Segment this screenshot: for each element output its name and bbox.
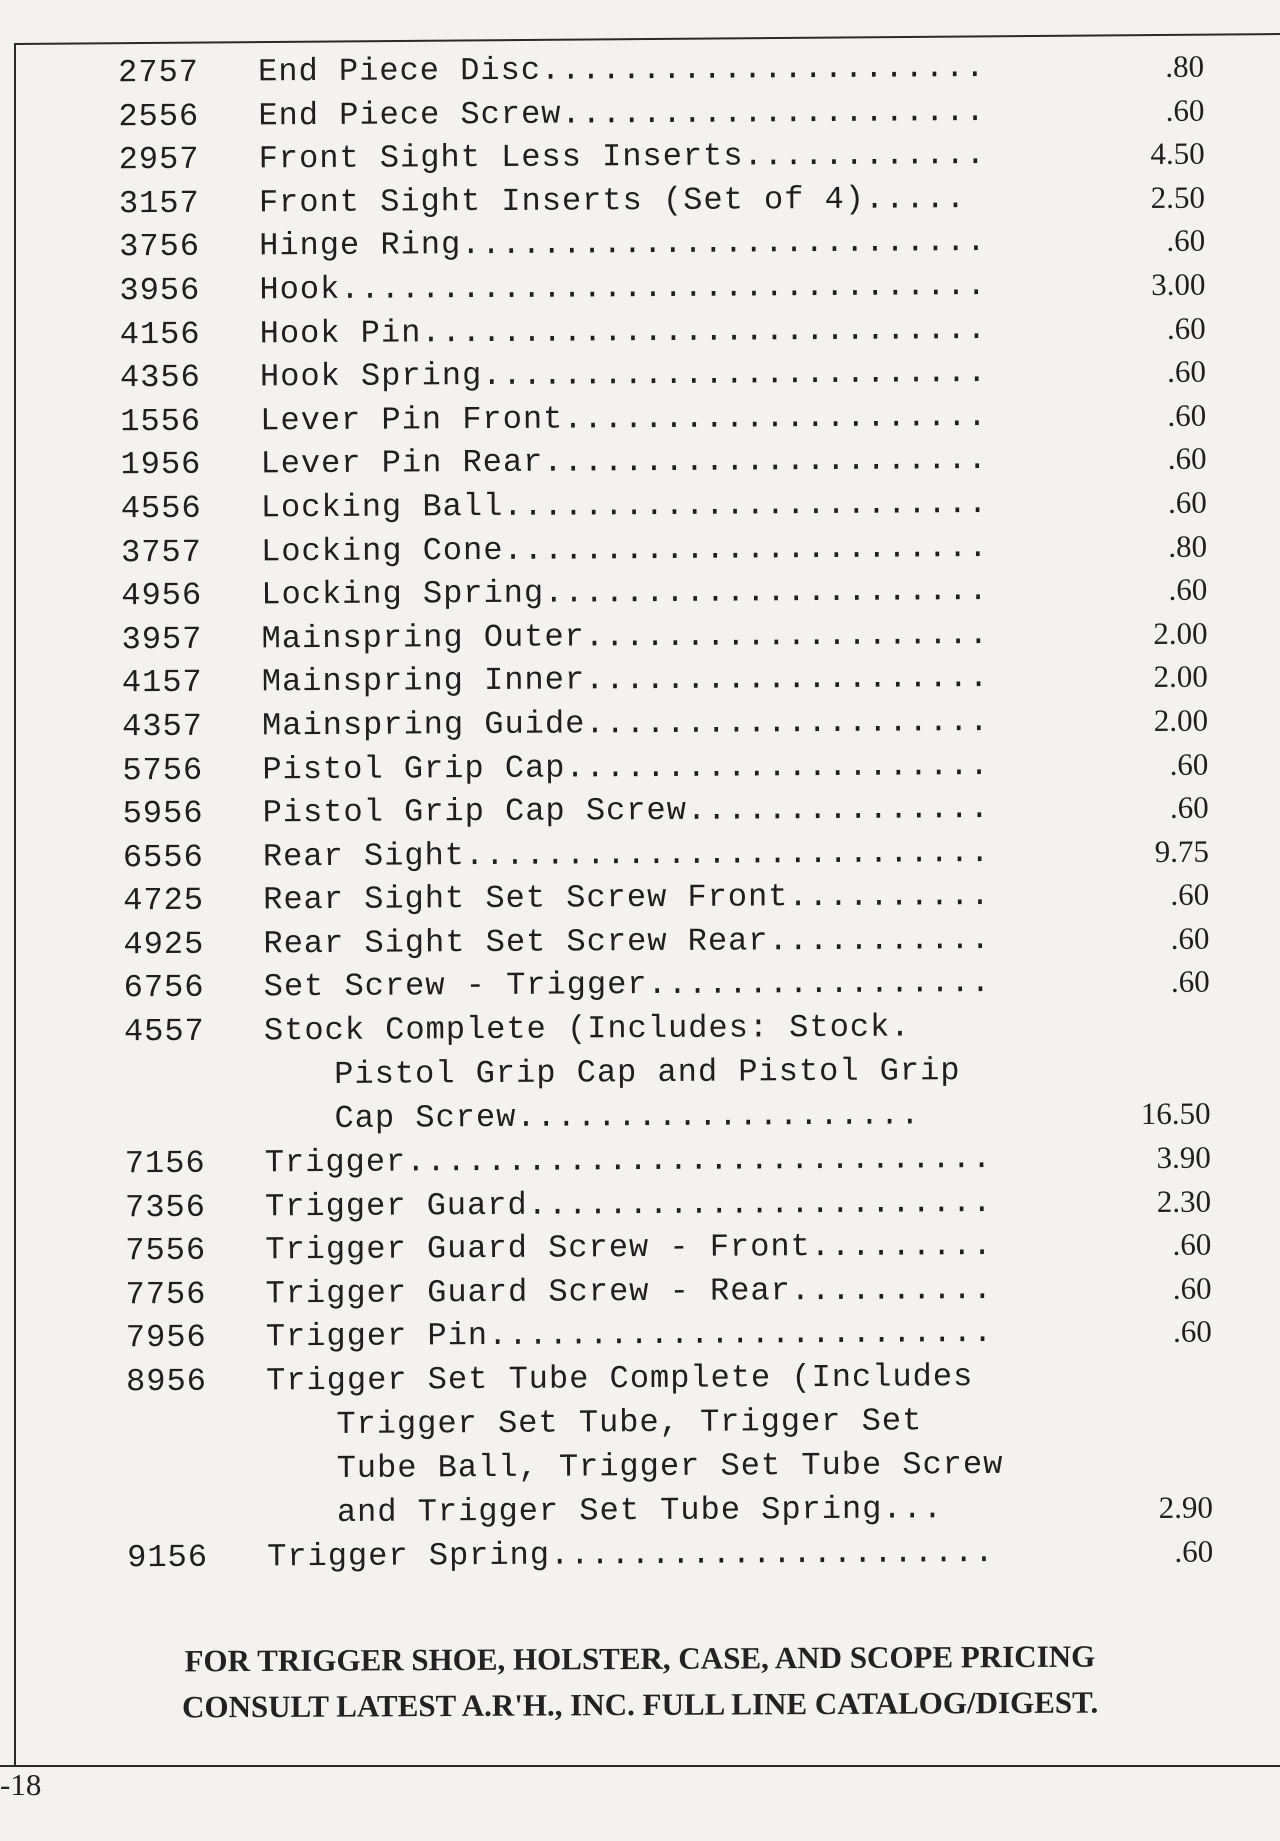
part-description-text: Stock Complete (Includes: Stock. — [263, 1008, 911, 1050]
parts-list-row — [5, 785, 1280, 836]
part-description-line — [264, 1091, 1280, 1141]
parts-list-row — [4, 654, 1280, 705]
part-description — [266, 1311, 1066, 1359]
leader-dots: ......................... — [482, 354, 988, 395]
part-description — [260, 307, 1060, 355]
part-price: 16.50 — [1140, 1095, 1211, 1132]
part-description-text: Trigger Spring — [267, 1536, 551, 1576]
leader-dots: ...................... — [543, 441, 988, 482]
part-description — [262, 699, 1062, 747]
part-price: 2.30 — [1156, 1183, 1212, 1219]
parts-list-row — [6, 960, 1280, 1011]
part-number: 7956 — [125, 1319, 207, 1357]
part-number: 4157 — [121, 664, 203, 702]
part-number: 1556 — [120, 402, 202, 441]
part-number: 5756 — [122, 751, 204, 789]
leader-dots: ..................... — [565, 746, 990, 787]
part-price: 2.00 — [1153, 702, 1209, 738]
part-price: .60 — [1170, 964, 1210, 1000]
part-price: .60 — [1170, 920, 1210, 956]
parts-price-list — [0, 44, 1280, 1580]
part-description — [258, 46, 1058, 94]
frame-bottom-rule — [0, 1765, 1280, 1767]
part-description — [263, 917, 1063, 965]
part-description-line — [267, 1485, 1280, 1535]
part-description-text: Mainspring Outer — [261, 618, 585, 658]
leader-dots: ...................... — [540, 48, 986, 89]
part-description — [265, 1224, 1065, 1272]
leader-dots: ................................ — [340, 266, 987, 308]
leader-dots: ............................ — [421, 310, 988, 351]
leader-dots: ...................... — [549, 1533, 995, 1574]
part-number: 7556 — [125, 1232, 207, 1270]
part-description — [265, 1267, 1065, 1315]
leader-dots: ....................... — [527, 1183, 993, 1224]
part-price: .60 — [1172, 1270, 1212, 1306]
leader-dots: ........................ — [503, 528, 989, 569]
part-price: .60 — [1170, 876, 1210, 913]
part-description — [267, 1531, 1067, 1579]
parts-list-row — [6, 1003, 1280, 1143]
part-description-text: Front Sight Less Inserts — [258, 137, 744, 178]
parts-list-row — [2, 306, 1280, 357]
part-number: 2757 — [118, 53, 200, 92]
leader-dots: ... — [882, 1490, 944, 1528]
part-number: 2556 — [118, 97, 200, 135]
part-number: 3957 — [121, 620, 203, 658]
parts-list-row — [2, 393, 1280, 444]
footer-note-line-1: FOR TRIGGER SHOE, HOLSTER, CASE, AND SCOPE PRICING — [184, 1638, 1096, 1679]
part-number: 3756 — [119, 228, 201, 266]
part-description-text: Hook Pin — [259, 313, 422, 352]
part-description-text: Set Screw - Trigger — [263, 966, 648, 1006]
part-description — [262, 656, 1062, 704]
part-description-text: Trigger Set Tube, Trigger Set — [336, 1402, 923, 1444]
footer-note — [0, 1633, 1280, 1732]
part-description-multiline — [264, 1003, 1280, 1141]
part-price: .80 — [1165, 48, 1205, 84]
leader-dots: .................... — [516, 1096, 921, 1136]
part-description-text: Hinge Ring — [259, 226, 462, 265]
frame-top-rule — [14, 33, 1280, 45]
part-description — [261, 612, 1061, 660]
parts-list-row — [9, 1529, 1280, 1580]
part-number: 1956 — [120, 446, 202, 484]
part-description-text: Locking Cone — [260, 531, 504, 570]
part-description-text: Front Sight Inserts (Set of 4) — [258, 180, 866, 222]
parts-list-row — [0, 44, 1280, 95]
parts-list-row — [5, 916, 1280, 967]
leader-dots: .......... — [788, 877, 991, 916]
part-description-text: Locking Ball — [260, 487, 504, 527]
part-number: 4557 — [123, 1012, 205, 1051]
part-number: 2957 — [118, 140, 200, 179]
leader-dots: ........... — [768, 920, 991, 960]
part-price: 2.00 — [1153, 615, 1208, 651]
part-number: 6756 — [123, 969, 205, 1007]
part-price: 3.00 — [1151, 266, 1206, 302]
part-description — [260, 438, 1060, 486]
part-price: .60 — [1169, 789, 1209, 825]
leader-dots: .................... — [584, 615, 990, 656]
part-number: 4357 — [122, 707, 204, 746]
part-price: .60 — [1166, 223, 1206, 259]
part-description-text: Lever Pin Front — [260, 400, 564, 440]
page-number: -18 — [0, 1767, 42, 1802]
parts-list-row — [7, 1266, 1280, 1317]
parts-list-row — [8, 1353, 1280, 1537]
part-price: .60 — [1167, 397, 1207, 433]
part-description-line — [266, 1353, 1280, 1403]
part-description-text: and Trigger Set Tube Spring — [336, 1490, 883, 1531]
part-description — [261, 481, 1061, 529]
part-number: 4925 — [123, 925, 205, 964]
leader-dots: ......................... — [487, 1314, 994, 1355]
leader-dots: ..... — [864, 179, 967, 218]
part-price: 2.90 — [1158, 1489, 1214, 1525]
part-number: 7356 — [124, 1188, 206, 1226]
parts-list-row — [1, 262, 1280, 313]
part-number: 4556 — [120, 489, 202, 528]
part-description-text: Rear Sight — [262, 836, 466, 876]
part-description-line — [264, 1003, 1280, 1053]
parts-list-row — [3, 524, 1280, 575]
part-number: 3956 — [119, 271, 201, 310]
part-description — [264, 961, 1064, 1009]
part-description — [261, 569, 1061, 617]
part-number: 8956 — [126, 1362, 208, 1401]
part-number: 4956 — [121, 576, 203, 615]
part-price: .60 — [1167, 484, 1207, 520]
part-description-text: Mainspring Inner — [261, 661, 586, 701]
part-number: 6556 — [122, 838, 204, 876]
footer-note-line-2: CONSULT LATEST A.R'H., INC. FULL LINE CATALOG/DIGEST. — [181, 1684, 1099, 1725]
leader-dots: ............... — [686, 790, 991, 829]
part-price: .60 — [1172, 1314, 1212, 1350]
part-description-text: Locking Spring — [261, 574, 545, 614]
part-description-text: Trigger Pin — [265, 1317, 489, 1356]
part-description — [263, 874, 1063, 922]
part-description — [259, 133, 1059, 181]
part-price: .60 — [1165, 92, 1205, 128]
part-price: .60 — [1167, 353, 1207, 390]
part-price: .60 — [1168, 571, 1208, 607]
part-price: .60 — [1169, 746, 1209, 782]
part-description-text: Rear Sight Set Screw Front — [263, 878, 789, 919]
part-number: 7156 — [124, 1144, 206, 1183]
part-description-text: Trigger Guard Screw - Front — [265, 1228, 811, 1269]
part-description — [262, 743, 1062, 791]
part-description-text: Trigger Set Tube Complete (Includes — [266, 1358, 974, 1400]
part-number: 5956 — [122, 794, 204, 833]
part-description-text: Mainspring Guide — [262, 705, 586, 745]
leader-dots: ........................ — [503, 484, 989, 525]
part-description-text: Trigger — [264, 1143, 407, 1182]
leader-dots: ............................. — [406, 1140, 993, 1181]
part-description-text: End Piece Disc — [258, 51, 542, 91]
leader-dots: ................. — [647, 964, 992, 1004]
part-description — [265, 1180, 1065, 1228]
part-description — [260, 394, 1060, 442]
part-price: .60 — [1174, 1533, 1214, 1569]
part-description — [261, 525, 1061, 573]
part-description — [263, 787, 1063, 835]
part-description-text: Pistol Grip Cap Screw — [262, 791, 688, 832]
leader-dots: ............ — [743, 136, 987, 175]
part-description-text: Pistol Grip Cap — [262, 749, 566, 788]
parts-list-row — [5, 872, 1280, 923]
parts-list-row — [5, 829, 1280, 880]
leader-dots: .................... — [585, 702, 990, 743]
part-description — [258, 89, 1058, 137]
part-price: .60 — [1166, 310, 1206, 346]
part-description-text: Hook — [259, 270, 341, 309]
parts-list-row — [2, 437, 1280, 488]
part-number: 3157 — [118, 184, 200, 223]
part-description-text: Trigger Guard Screw - Rear — [265, 1272, 791, 1313]
parts-list-row — [4, 742, 1280, 793]
part-description-line — [264, 1047, 1280, 1097]
part-description-text: End Piece Screw — [258, 95, 562, 135]
part-price: .60 — [1172, 1226, 1212, 1263]
part-description-line — [266, 1397, 1280, 1447]
part-description-text: Pistol Grip Cap and Pistol Grip — [334, 1052, 961, 1094]
parts-list-row — [1, 219, 1280, 270]
part-description-text: Trigger Guard — [264, 1186, 528, 1226]
leader-dots: ......... — [810, 1227, 993, 1266]
part-description — [259, 220, 1059, 268]
part-price: .60 — [1167, 440, 1207, 477]
part-description — [265, 1137, 1065, 1185]
parts-list-row — [4, 698, 1280, 749]
part-number: 4356 — [119, 358, 201, 397]
part-description-text: Hook Spring — [259, 357, 483, 396]
parts-list-row — [7, 1222, 1280, 1273]
leader-dots: ..................... — [561, 92, 986, 133]
parts-list-row — [7, 1179, 1280, 1230]
part-description-text: Cap Screw — [334, 1098, 517, 1138]
part-number: 4725 — [123, 882, 205, 920]
leader-dots: .......................... — [464, 833, 991, 874]
part-price: .80 — [1168, 528, 1208, 564]
part-description — [260, 351, 1060, 399]
leader-dots: .......................... — [461, 223, 987, 264]
parts-list-row — [3, 480, 1280, 531]
parts-list-row — [2, 349, 1280, 400]
part-description — [259, 264, 1059, 312]
part-description-line — [267, 1441, 1280, 1491]
parts-list-row — [1, 175, 1280, 226]
leader-dots: ..................... — [563, 397, 988, 438]
part-price: 2.50 — [1150, 179, 1206, 215]
part-description-multiline — [266, 1353, 1280, 1535]
leader-dots: .......... — [790, 1270, 994, 1310]
parts-list-row — [0, 88, 1280, 139]
part-price: 9.75 — [1154, 833, 1210, 869]
part-number: 7756 — [125, 1275, 207, 1314]
parts-list-row — [3, 567, 1280, 618]
part-price: 3.90 — [1156, 1139, 1211, 1176]
part-description — [259, 176, 1059, 224]
leader-dots: ...................... — [544, 572, 989, 612]
part-number: 9156 — [127, 1538, 209, 1577]
parts-list-row — [3, 611, 1280, 662]
part-number: 3757 — [120, 533, 202, 571]
parts-list-row — [1, 131, 1280, 182]
part-description — [263, 830, 1063, 878]
leader-dots: .................... — [584, 659, 990, 699]
part-description-text: Tube Ball, Trigger Set Tube Screw — [336, 1445, 1004, 1488]
part-number: 4156 — [119, 315, 201, 353]
part-price: 4.50 — [1150, 135, 1205, 172]
parts-list-row — [7, 1135, 1280, 1186]
part-description-text: Rear Sight Set Screw Rear — [263, 922, 769, 963]
part-description-text: Lever Pin Rear — [260, 444, 544, 483]
part-price: 2.00 — [1153, 658, 1208, 695]
parts-list-row — [8, 1310, 1280, 1361]
